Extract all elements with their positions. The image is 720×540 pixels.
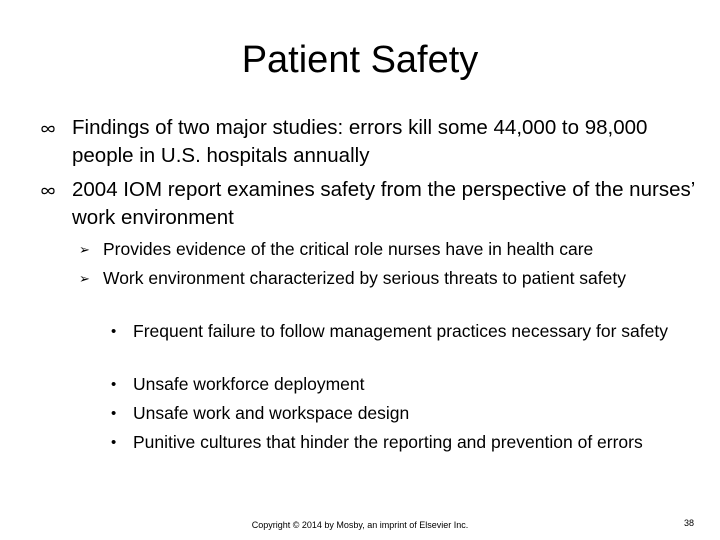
- sub-sub-bullet-item-3: [111, 401, 693, 426]
- copyright-footer: Copyright © 2014 by Mosby, an imprint of Elsevier Inc.: [251, 520, 469, 530]
- bullet-item-2: [72, 176, 712, 232]
- sub-bullet-text: Work environment characterized by serious threats to patient safety: [103, 268, 626, 288]
- sub-sub-bullet-item-1: [111, 319, 693, 344]
- dot-bullet-icon: •: [111, 434, 117, 451]
- slide-number: 38: [684, 518, 695, 528]
- sub-sub-bullet-item-4: [111, 430, 693, 455]
- slide-title: Patient Safety: [241, 39, 479, 81]
- arrowhead-bullet-icon: ➢: [79, 242, 90, 257]
- sub-bullet-item-2: [79, 266, 693, 291]
- dot-bullet-icon: •: [111, 405, 117, 422]
- sub-sub-bullet-text: Frequent failure to follow management practices necessary for safety: [133, 321, 668, 341]
- sub-sub-bullet-text: Unsafe work and workspace design: [133, 403, 410, 423]
- sub-sub-bullet-text: Unsafe workforce deployment: [133, 374, 365, 394]
- arrowhead-bullet-icon: ➢: [79, 271, 90, 286]
- infinity-bullet-icon: [41, 124, 55, 134]
- dot-bullet-icon: •: [111, 376, 117, 393]
- bullet-text: 2004 IOM report examines safety from the perspective of the nurses’ work environment: [72, 178, 695, 229]
- bullet-text: Findings of two major studies: errors kill some 44,000 to 98,000 people in U.S. hospitals annually: [72, 116, 648, 167]
- sub-sub-bullet-text: Punitive cultures that hinder the reporting and prevention of errors: [133, 432, 643, 452]
- sub-bullet-item-1: [79, 237, 693, 262]
- dot-bullet-icon: •: [111, 323, 117, 340]
- sub-sub-bullet-item-2: [111, 372, 693, 397]
- infinity-bullet-icon: [41, 186, 55, 196]
- sub-bullet-text: Provides evidence of the critical role nurses have in health care: [103, 239, 594, 259]
- bullet-item-1: [72, 114, 712, 170]
